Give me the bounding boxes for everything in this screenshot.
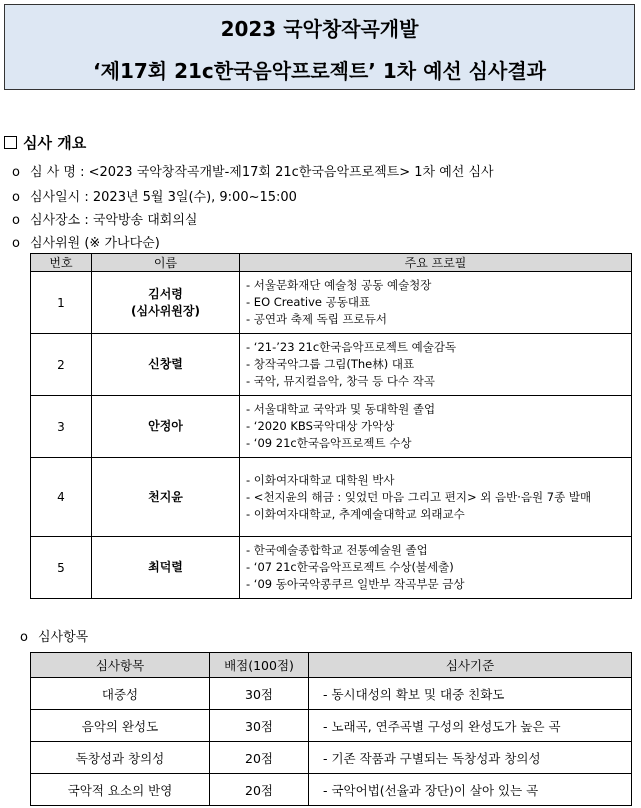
col-header-name: 이름 [92, 254, 240, 272]
overview-item-judges [12, 232, 160, 251]
judge-number: 3 [31, 396, 92, 458]
criteria-item: 국악적 요소의 반영 [31, 774, 210, 806]
profile-line: - EO Creative 공동대표 [246, 295, 371, 309]
criteria-basis: - 기존 작품과 구별되는 독창성과 창의성 [309, 742, 632, 774]
judge-number: 1 [31, 272, 92, 334]
overview-heading-text: 심사 개요 [23, 134, 87, 152]
table-row [31, 396, 632, 458]
judge-profile [240, 396, 632, 458]
criteria-table [30, 652, 632, 806]
col-header-profile: 주요 프로필 [240, 254, 632, 272]
overview-item-text: 심사일시 : 2023년 5월 3일(수), 9:00~15:00 [30, 190, 297, 205]
criteria-score: 30점 [210, 710, 309, 742]
overview-item-text: 심사장소 : 국악방송 대회의실 [30, 213, 198, 228]
criteria-item: 대중성 [31, 678, 210, 710]
judge-profile [240, 334, 632, 396]
criteria-basis: - 노래곡, 연주곡별 구성의 완성도가 높은 곡 [309, 710, 632, 742]
criteria-score: 30점 [210, 678, 309, 710]
criteria-basis: - 동시대성의 확보 및 대중 친화도 [309, 678, 632, 710]
profile-line: - 이화여자대학교, 추계예술대학교 외래교수 [246, 506, 465, 521]
profile-line: - 이화여자대학교 대학원 박사 [246, 472, 395, 487]
profile-line: - ‘21-’23 21c한국음악프로젝트 예술감독 [246, 340, 457, 354]
criteria-basis: - 국악어법(선율과 장단)이 살아 있는 곡 [309, 774, 632, 806]
profile-line: - ‘09 동아국악콩쿠르 일반부 작곡부문 금상 [246, 577, 465, 591]
profile-line: - 창작국악그룹 그림(The林) 대표 [246, 357, 415, 371]
circle-bullet-icon: o [20, 630, 28, 645]
overview-item-place [12, 209, 197, 228]
circle-bullet-icon: o [12, 236, 20, 251]
judge-name: 천지윤 [92, 458, 240, 537]
table-row [31, 742, 632, 774]
profile-line: - <천지윤의 해금 : 잊었던 마음 그리고 편지> 외 음반·음원 7종 발매 [246, 489, 592, 504]
overview-heading [0, 132, 86, 153]
table-row [31, 458, 632, 537]
title-line-2: ‘제17회 21c한국음악프로젝트’ 1차 예선 심사결과 [93, 59, 546, 83]
criteria-item: 독창성과 창의성 [31, 742, 210, 774]
col-header-score: 배점(100점) [210, 653, 309, 678]
overview-item-name [12, 161, 494, 180]
profile-line: - 한국예술종합학교 전통예술원 졸업 [246, 543, 428, 557]
table-row [31, 272, 632, 334]
title-box [4, 4, 635, 90]
criteria-score: 20점 [210, 742, 309, 774]
circle-bullet-icon: o [12, 165, 20, 180]
table-row [31, 678, 632, 710]
judge-name: 최덕렬 [92, 537, 240, 599]
judge-name: 신창렬 [92, 334, 240, 396]
judge-number: 4 [31, 458, 92, 537]
criteria-score: 20점 [210, 774, 309, 806]
overview-item-text: 심 사 명 : <2023 국악창작곡개발-제17회 21c한국음악프로젝트> 1차 예선 심사 [30, 165, 494, 180]
judge-profile [240, 272, 632, 334]
profile-line: - ‘09 21c한국음악프로젝트 수상 [246, 436, 412, 450]
table-row [31, 537, 632, 599]
profile-line: - 국악, 뮤지컬음악, 창극 등 다수 작곡 [246, 374, 435, 388]
criteria-header-row [31, 653, 632, 678]
title-line-1: 2023 국악창작곡개발 [220, 17, 419, 41]
judge-profile [240, 537, 632, 599]
criteria-heading [20, 626, 88, 645]
profile-line: - ‘07 21c한국음악프로젝트 수상(불세출) [246, 560, 454, 574]
overview-item-text: 심사위원 (※ 가나다순) [30, 236, 160, 251]
overview-item-date [12, 186, 297, 205]
table-row [31, 334, 632, 396]
table-row [31, 710, 632, 742]
judges-header-row [31, 254, 632, 272]
square-bullet-icon [4, 136, 17, 149]
profile-line: - ‘2020 KBS국악대상 가악상 [246, 419, 395, 433]
table-row [31, 774, 632, 806]
judge-name-text: 김서령 [148, 286, 183, 301]
col-header-item: 심사항목 [31, 653, 210, 678]
circle-bullet-icon: o [12, 190, 20, 205]
col-header-basis: 심사기준 [309, 653, 632, 678]
circle-bullet-icon: o [12, 213, 20, 228]
criteria-item: 음악의 완성도 [31, 710, 210, 742]
profile-line: - 서울대학교 국악과 및 동대학원 졸업 [246, 402, 436, 416]
profile-line: - 공연과 축제 독립 프로듀서 [246, 312, 387, 326]
judge-profile [240, 458, 632, 537]
col-header-number: 번호 [31, 254, 92, 272]
judge-name [92, 272, 240, 334]
judge-number: 2 [31, 334, 92, 396]
judges-table [30, 253, 632, 599]
judge-role-text: (심사위원장) [131, 303, 200, 318]
criteria-heading-text: 심사항목 [38, 630, 89, 645]
profile-line: - 서울문화재단 예술청 공동 예술청장 [246, 278, 432, 292]
judge-number: 5 [31, 537, 92, 599]
judge-name: 안정아 [92, 396, 240, 458]
